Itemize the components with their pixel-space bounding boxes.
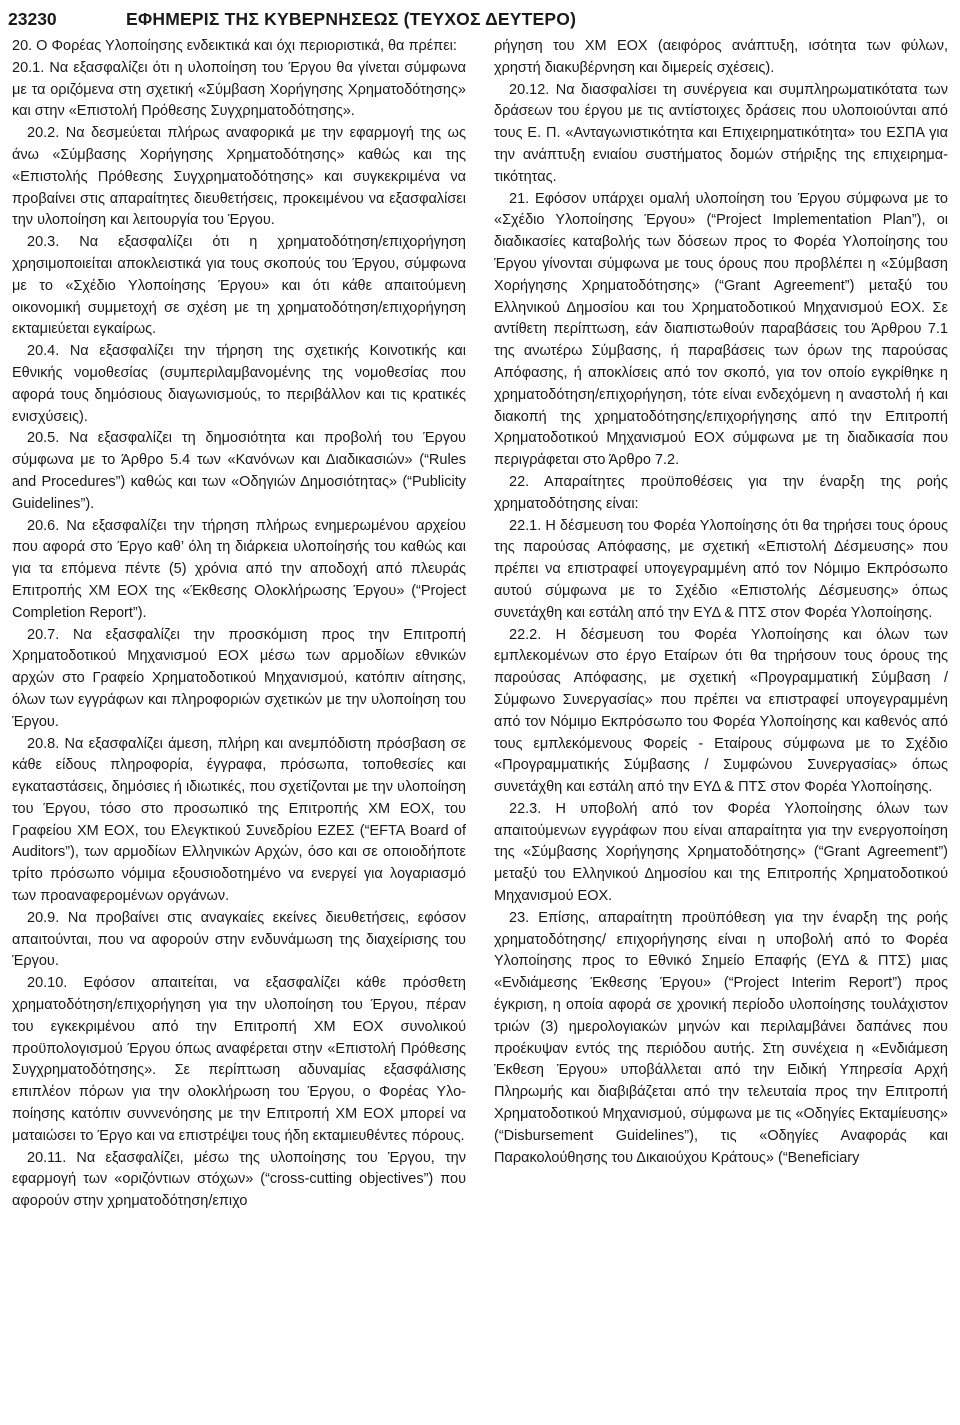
paragraph: 20.2. Να δεσμεύεται πλήρως αναφορικά με την εφαρμογή της ως άνω «Σύμβασης Χορήγησης Χρηματοδότησης» καθώς και της «Επιστολής Πρόθεσης Συγχρηματοδότησης» και συγκεκριμένα να προβαίνει στις απαραίτητες διευθετήσεις, προκειμένου να εξασφαλίσει την υλοποίηση και λειτουργία του Έργου.: [12, 125, 466, 229]
paragraph: 22.1. Η δέσμευση του Φορέα Υλοποίησης ότι θα τηρήσει τους όρους της παρούσας Απόφασης, με σχετική «Επιστολή Δέσμευσης» που πρέπει να επιστραφεί υπογεγραμμένη από τον Νόμιμο Εκπρόσωπο αυτού σύμφωνα με το Σχέδιο «Επιστολής Δέσμευσης» όπως συνετάχθη και εστάλη από την ΕΥΔ & ΠΤΣ στον Φορέα Υλοποίησης.: [494, 517, 948, 621]
paragraph: 20.9. Να προβαίνει στις αναγκαίες εκείνες διευθετήσεις, εφόσον απαιτούνται, που να αφορούν στην ενδυνάμωση της διαχείρισης του Έργου.: [12, 909, 466, 970]
paragraph: 20. Ο Φορέας Υλοποίησης ενδεικτικά και όχι περιοριστικά, θα πρέπει:: [12, 38, 457, 54]
paragraph: ρήγηση του ΧΜ ΕΟΧ (αειφόρος ανάπτυξη, ισότητα των φύλων, χρηστή διακυβέρνηση και διμερείς σχέσεις).: [494, 38, 948, 76]
paragraph: 22.3. Η υποβολή από τον Φορέα Υλοποίησης όλων των απαιτούμενων εγγράφων που είναι απαραίτητα για την ενεργοποίηση της «Σύμβασης Χορήγησης Χρηματοδότησης» (“Grant Agreement”) μεταξύ του Ελληνικού Δημοσίου και της Επιτροπής Χρηματοδοτικού Μηχανισμού ΕΟΧ.: [494, 800, 948, 905]
paragraph: 20.1. Να εξασφαλίζει ότι η υλοποίηση του Έργου θα γίνεται σύμφωνα με τα οριζόμενα στη σχετική «Σύμβαση Χορήγησης Χρηματοδότησης» και στην «Επιστολή Πρόθεσης Συγχρηματοδότησης».: [12, 59, 466, 120]
paragraph: 20.7. Να εξασφαλίζει την προσκόμιση προς την Επιτροπή Χρηματοδοτικού Μηχανισμού ΕΟΧ μέσω των αρμοδίων εθνικών αρχών στο Γραφείο Χρηματοδοτικού Μηχανισμού, κατόπιν αίτησης, όλων των εγγράφων και πληροφοριών σχετικών με την υλοποίηση του Έργου.: [12, 626, 466, 730]
right-column: [494, 36, 948, 1421]
paragraph: 22. Απαραίτητες προϋποθέσεις για την έναρξη της ροής χρηματοδότησης είναι:: [494, 473, 948, 512]
left-column: [12, 36, 466, 1421]
paragraph: 20.5. Να εξασφαλίζει τη δημοσιότητα και προβολή του Έργου σύμφωνα με το Άρθρο 5.4 των «Κανόνων και Διαδικασιών» (“Rules and Procedures”) καθώς και των «Οδηγιών Δημοσιότητας» (“Publicity Guidelines”).: [12, 430, 466, 512]
page-header: [8, 4, 952, 34]
paragraph: 21. Εφόσον υπάρχει ομαλή υλοποίηση του Έργου σύμφωνα με το «Σχέδιο Υλοποίησης Έργου» (“Project Implementation Plan”), οι διαδικασίες καταβολής των δόσεων προς το Φορέα Υλοποίησης του Έργου γίνονται σύμφωνα με τους όρους που προβλέπει η «Σύμβαση Χορήγησης Χρηματοδότησης» (“Grant Agreement”) μεταξύ του Ελληνικού Δημοσίου και του Χρηματοδοτικού Μηχανισμού ΕΟΧ. Σε αντίθετη περίπτωση, εάν διαπιστωθούν παραβάσεις του Άρθρου 7.1 της ανωτέρω Σύμβασης, ή παραβάσεις των όρων της παρούσας Απόφασης, ή αποκλίσεις από τον σκοπό, για τον οποίο εγκρίθηκε η χρηματοδότηση/επιχορήγηση, τότε είναι ενδεχόμενη η αναστολή ή και διακοπή της χρηματοδότησης/επιχορήγησης από την Επιτροπή Χρηματοδοτικού Μηχανισμού ΕΟΧ σύμφωνα με τη διαδικασία που περιγράφεται στο Άρθρο 7.2.: [494, 190, 948, 469]
gazette-title: ΕΦΗΜΕΡΙΣ ΤΗΣ ΚΥΒΕΡΝΗΣΕΩΣ (ΤΕΥΧΟΣ ΔΕΥΤΕΡΟ): [126, 9, 577, 29]
page-number: 23230: [8, 9, 57, 29]
paragraph: 23. Επίσης, απαραίτητη προϋπόθεση για την έναρξη της ροής χρηματοδότησης/ επιχορήγησης είναι η υποβολή από το Φορέα Υλοποίησης προς το Εθνικό Σημείο Επαφής (ΕΥΔ & ΠΤΣ) μιας «Ενδιάμεσης Έκθεσης Έργου» (“Project Interim Report”) προς έγκριση, η οποία αφορά σε χρονική περίοδο υλοποίησης τουλάχιστον τριών (3) ημερολογιακών μηνών και περιλαμβάνει δαπάνες που προέκυψαν εντός της περιόδου αυτής. Στη συνέχεια η «Ενδιάμεση Έκθεση Έργου» υποβάλλεται από την Ειδική Υπηρεσία Αρχή Πληρωμής και διαβιβάζεται από την τελευταία προς την Επιτροπή Χρηματοδοτικού Μηχανισμού, σύμφωνα με τις «Οδηγίες Εκταμίευσης» (“Disbursement Guidelines”), τις «Οδηγίες Αναφοράς και Παρακολούθησης του Δικαιούχου Κράτους» (“Beneficiary: [494, 909, 948, 1166]
paragraph: 20.8. Να εξασφαλίζει άμεση, πλήρη και ανεμπόδιστη πρόσβαση σε κάθε είδους πληροφορία, έγγραφα, πρόσωπα, τοποθεσίες και εγκαταστάσεις, δημόσιες ή ιδιωτικές, που σχετίζονται με την υλοποίηση του Έργου, τόσο στο προσωπικό της Επιτροπής ΧΜ ΕΟΧ, του Γραφείου ΧΜ ΕΟΧ, του Ελεγκτικού Συνεδρίου ΕΖΕΣ (“EFTA Board of Auditors”), των αρμοδίων Ελληνικών Αρχών, όσο και σε οποιοδήποτε τρίτο πρόσωπο νόμιμα εξουσιοδοτημένο να ενεργεί για λογαριασμό των προαναφερομένων οργάνων.: [12, 735, 466, 905]
paragraph: 20.10. Εφόσον απαιτείται, να εξασφαλίζει κάθε πρόσθετη χρηματοδότηση/επιχορήγηση για την υλοποίηση του Έργου, πέραν του εγκεκριμένου από την Επιτροπή ΧΜ ΕΟΧ συνολικού προϋπολογισμού Έργου όπως αναφέρεται στην «Επιστολή Πρόθεσης Συγχρηματοδότησης». Σε περίπτωση αδυναμίας εξασφάλισης επιπλέον πόρων για την ολοκλήρωση του Έργου, ο Φορέας Υλοποίησης κατόπιν συννενόησης με την Επιτροπή ΧΜ ΕΟΧ μπορεί να ματαιώσει το Έργο και να επιστρέψει τους ήδη εκταμιευθέντες πόρους.: [12, 975, 466, 1144]
paragraph: 20.11. Να εξασφαλίζει, μέσω της υλοποίησης του Έργου, την εφαρμογή των «οριζόντιων στόχων» (“cross-cutting objectives”) που αφορούν στην χρηματοδότηση/επιχο: [12, 1149, 466, 1210]
paragraph: 20.4. Να εξασφαλίζει την τήρηση της σχετικής Κοινοτικής και Εθνικής νομοθεσίας (συμπεριλαμβανομένης της νομοθεσίας που αφορά τους δημόσιους διαγωνισμούς, το περιβάλλον και τις κρατικές ενισχύσεις).: [12, 343, 466, 425]
paragraph: 20.6. Να εξασφαλίζει την τήρηση πλήρως ενημερωμένου αρχείου που αφορά στο Έργο καθ’ όλη τη διάρκεια υλοποίησής του καθώς και για τα επόμενα πέντε (5) χρόνια από την αποδοχή από πλευράς Επιτροπής ΧΜ ΕΟΧ της «Έκθεσης Ολοκλήρωσης Έργου» (“Project Completion Report”).: [12, 517, 466, 621]
paragraph: 22.2. Η δέσμευση του Φορέα Υλοποίησης και όλων των εμπλεκομένων στο έργο Εταίρων ότι θα τηρήσουν τους όρους της παρούσας Απόφασης, με σχετική «Προγραμματική Σύμβαση / Σύμφωνο Συνεργασίας» που πρέπει να επιστραφεί υπογεγραμμένη από τον Νόμιμο Εκπρόσωπο του Φορέα Υλοποίησης και καθενός από τους εμπλεκόμενους Φορείς - Εταίρους σύμφωνα με το Σχέδιο «Προγραμματικής Σύμβασης / Συμφώνου Συνεργασίας» όπως συνετάχθη και εστάλη από την ΕΥΔ & ΠΤΣ στον Φορέα Υλοποίησης.: [494, 626, 948, 796]
paragraph: 20.12. Να διασφαλίσει τη συνέργεια και συμπληρωματικότατα των δράσεων του έργου με τις αντίστοιχες δράσεις που υλοποιούνται από τους Ε. Π. «Ανταγωνιστικότητα και Επιχειρηματικότητα» του ΕΣΠΑ για την ανάπτυξη ενιαίου συστήματος δομών στήριξης της επιχειρηματικότητας.: [494, 81, 948, 185]
paragraph: 20.3. Να εξασφαλίζει ότι η χρηματοδότηση/επιχορήγηση χρησιμοποιείται αποκλειστικά για τους σκοπούς του Έργου, σύμφωνα με το «Σχέδιο Υλοποίησης Έργου» και ότι κάθε απαιτούμενη οικονομική συμμετοχή σε σχέση με τη χρηματοδότηση/επιχορήγηση εκταμιεύεται εγκαίρως.: [12, 234, 466, 338]
